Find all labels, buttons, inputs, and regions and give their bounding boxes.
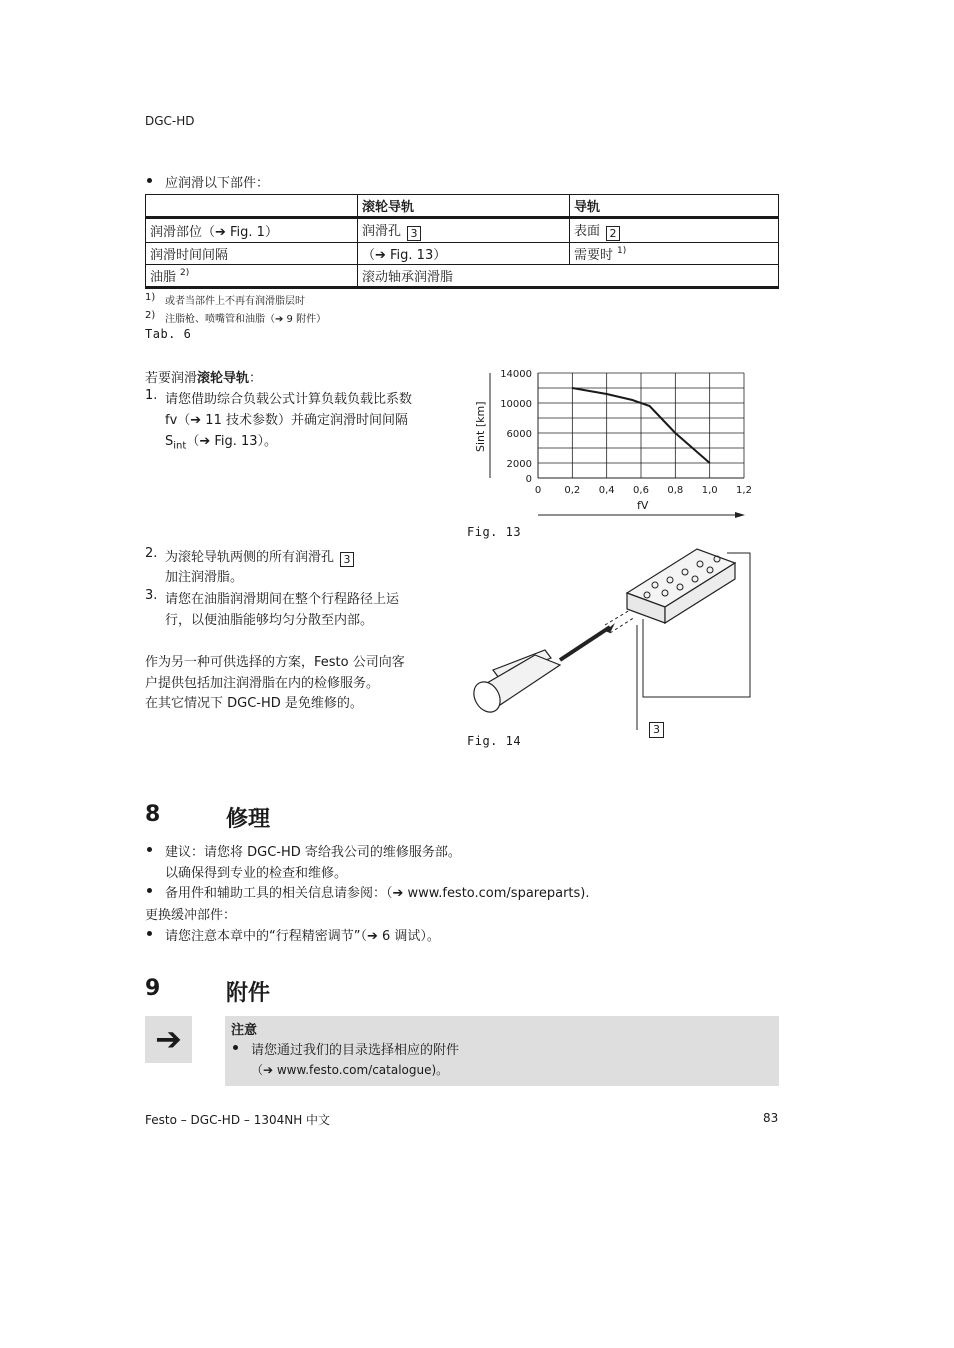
table-caption: Tab. 6 — [145, 327, 192, 341]
grease-gun-illustration — [465, 545, 760, 740]
chart-xlabel: fV — [637, 499, 649, 512]
chart-x-tick-label: 0,4 — [598, 485, 615, 496]
step-number: 2. — [145, 546, 158, 561]
note-title: 注意 — [231, 1023, 258, 1038]
chart-x-tick-label: 1,2 — [736, 485, 752, 496]
note-line1: 请您通过我们的目录选择相应的附件 — [251, 1043, 460, 1058]
chart-y-tick-label: 6000 — [506, 429, 532, 440]
step-number: 1. — [145, 388, 158, 403]
ref-box: 3 — [340, 552, 354, 567]
section8-b2: 备用件和辅助工具的相关信息请参阅：（➔ www.festo.com/spareparts). — [165, 886, 590, 901]
section9-title: 附件 — [226, 981, 271, 1006]
bullet-icon — [147, 847, 152, 852]
page-number: 83 — [763, 1111, 779, 1125]
table-header-guide: 导轨 — [570, 195, 779, 218]
chart-x-tick-label: 1,0 — [701, 485, 718, 496]
lubrication-table — [145, 194, 779, 289]
step3-line1: 请您在油脂润滑期间在整个行程路径上运 — [165, 592, 400, 607]
step1-line2: fv（➔ 11 技术参数）并确定润滑时间间隔 — [165, 413, 408, 428]
table-header-roller: 滚轮导轨 — [358, 195, 570, 218]
section8-title: 修理 — [226, 807, 271, 832]
chart-y-tick-label: 0 — [525, 474, 532, 485]
note-box — [225, 1016, 779, 1086]
chart-ylabel: Sint [km] — [474, 401, 487, 452]
note-line2: （➔ www.festo.com/catalogue)。 — [251, 1063, 449, 1077]
table-header-empty — [146, 195, 358, 218]
chart-grid — [538, 373, 744, 478]
note-arrow-box — [145, 1016, 192, 1063]
chart-y-tick-label: 10000 — [500, 399, 532, 410]
chart-axes — [490, 373, 745, 518]
table-row — [146, 218, 779, 243]
chart-x-tick-label: 0 — [534, 485, 542, 496]
fig14-label-box: 3 — [649, 722, 664, 738]
table-cell: 油脂 $^{2)}$ — [146, 265, 358, 288]
bullet-icon — [147, 178, 152, 183]
step2-line2: 加注润滑脂。 — [165, 570, 244, 585]
section8-b3: 请您注意本章中的“行程精密调节”（➔ 6 调试）。 — [165, 929, 440, 944]
lubricate-intro: 应润滑以下部件： — [165, 176, 270, 191]
table-cell: 表面 2 — [570, 218, 779, 243]
bullet-icon — [147, 888, 152, 893]
chart-x-tick-label: 0,2 — [564, 485, 581, 496]
section8-b1-line1: 建议：请您将 DGC-HD 寄给我公司的维修服务部。 — [165, 845, 461, 860]
table-cell: （➔ Fig. 13） — [358, 243, 570, 265]
service-line2: 户提供包括加注润滑脂在内的检修服务。 — [145, 676, 380, 691]
bullet-icon — [233, 1045, 238, 1050]
replace-intro: 更换缓冲部件： — [145, 908, 237, 923]
fig14-caption: Fig. 14 — [467, 734, 522, 748]
section9-number: 9 — [145, 976, 161, 1001]
chart-x-arrowhead — [735, 512, 745, 518]
doc-header: DGC-HD — [145, 114, 195, 128]
roller-intro: 若要润滑滚轮导轨： — [145, 371, 263, 386]
footnote-ref: 2) — [180, 268, 190, 278]
chart-x-tick-label: 0,6 — [633, 485, 649, 496]
footnote-ref: 1) — [617, 246, 627, 256]
service-line1: 作为另一种可供选择的方案，Festo 公司向客 — [145, 655, 405, 670]
footnote-text: 或者当部件上不再有润滑脂层时 — [165, 296, 305, 307]
lubrication-interval-chart — [465, 362, 765, 522]
arrow-icon: ➔ — [155, 1020, 182, 1058]
footnote-mark: 1) — [145, 292, 156, 303]
step3-line2: 行，以便油脂能够均匀分散至内部。 — [165, 613, 374, 628]
chart-y-tick-label: 14000 — [500, 369, 532, 380]
service-line3: 在其它情况下 DGC-HD 是免维修的。 — [145, 696, 363, 711]
step-number: 3. — [145, 588, 158, 603]
section8-number: 8 — [145, 802, 161, 827]
footnote-text: 注脂枪、喷嘴管和油脂（➔ 9 附件） — [165, 314, 327, 325]
chart-y-tick-label: 2000 — [506, 459, 532, 470]
footnote-mark: 2) — [145, 310, 156, 321]
step1-line3: $S_{int}(➔$ Fig. 13）。 — [165, 434, 278, 452]
step1-line1: 请您借助综合负载公式计算负载负载比系数 — [165, 392, 413, 407]
section8-b1-line2: 以确保得到专业的检查和维修。 — [165, 866, 348, 881]
bullet-icon — [147, 931, 152, 936]
fig13-caption: Fig. 13 — [467, 525, 522, 539]
ref-box: 2 — [606, 226, 620, 241]
ref-box: 3 — [407, 226, 421, 241]
table-cell: 滚动轴承润滑脂 — [358, 265, 779, 288]
step2-line1: 为滚轮导轨两侧的所有润滑孔 3 — [165, 546, 354, 567]
table-cell: 润滑孔 3 — [358, 218, 570, 243]
table-row — [146, 243, 779, 265]
table-cell: 需要时 $^{1)}$ — [570, 243, 779, 265]
chart-x-tick-label: 0,8 — [667, 485, 684, 496]
table-cell: 润滑时间间隔 — [146, 243, 358, 265]
table-cell: 润滑部位（➔ Fig. 1） — [146, 218, 358, 243]
table-row — [146, 265, 779, 288]
footer-left: Festo – DGC-HD – 1304NH 中文 — [145, 1113, 331, 1127]
